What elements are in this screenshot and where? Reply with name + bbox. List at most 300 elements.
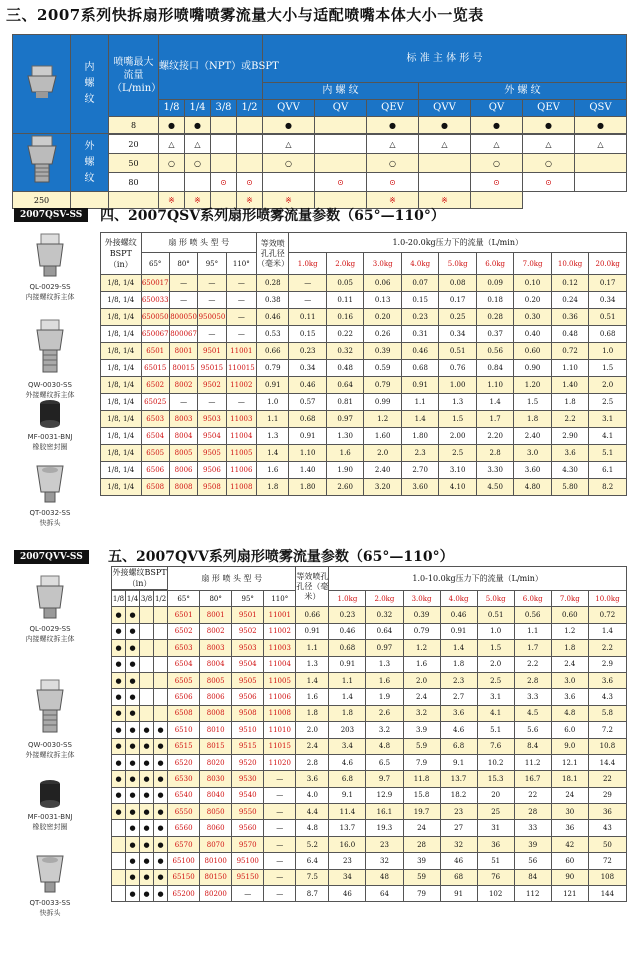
bspt-cell: ● <box>154 804 168 820</box>
inner-nozzle-img <box>13 35 71 134</box>
flow-cell: 1.40 <box>289 462 326 479</box>
model-cell: 11015 <box>264 738 296 754</box>
flow-cell: 1.3 <box>366 656 403 672</box>
bspt-cell: ● <box>140 853 154 869</box>
orifice-cell: 1.1 <box>257 411 289 428</box>
model-cell: 65150 <box>168 869 200 885</box>
flow-cell: 29 <box>588 787 626 803</box>
pressure-header: 10.0kg <box>551 253 588 275</box>
model-cell: 9502 <box>198 377 226 394</box>
model-cell: 95150 <box>232 869 264 885</box>
nozzle-part-icon <box>8 852 92 896</box>
flow-cell: 36 <box>477 836 514 852</box>
bspt-cell <box>154 623 168 639</box>
flow-cell: 4.30 <box>551 462 588 479</box>
flow-cell: 0.36 <box>551 309 588 326</box>
flow-cell: 0.08 <box>439 275 476 292</box>
flow-cell: 0.97 <box>366 640 403 656</box>
flow-cell: 0.20 <box>514 292 551 309</box>
product-desc: 快拆头 <box>39 909 61 917</box>
flow-cell: 3.6 <box>551 445 588 462</box>
model-cell: 80150 <box>200 869 232 885</box>
model-cell: 80200 <box>200 886 232 902</box>
orifice-cell: 0.66 <box>257 343 289 360</box>
outer-thread-header: 外 螺 纹 <box>419 83 627 100</box>
orifice-cell: 0.53 <box>257 326 289 343</box>
symbol-cell <box>471 192 523 209</box>
symbol-cell: ⊙ <box>367 173 419 192</box>
flow-cell: 1.8 <box>514 411 551 428</box>
model-cell: 8005 <box>169 445 197 462</box>
flow-cell: 7.9 <box>403 754 440 770</box>
symbol-cell: △ <box>185 135 211 154</box>
product-item <box>8 398 92 452</box>
nozzle-part-icon <box>8 462 92 506</box>
flow-cell: 108 <box>588 869 626 885</box>
flow-cell: 102 <box>477 886 514 902</box>
orifice-cell: 1.1 <box>296 640 329 656</box>
flow-cell: 90 <box>551 869 588 885</box>
model-cell: 65015 <box>141 360 169 377</box>
flow-cell: 3.1 <box>477 689 514 705</box>
bspt-cell: ● <box>112 722 126 738</box>
orifice-cell: 0.91 <box>296 623 329 639</box>
orifice-cell: 8.7 <box>296 886 329 902</box>
flow-cell: 0.76 <box>439 360 476 377</box>
model-cell: — <box>198 292 226 309</box>
body-type-cell: QEV <box>367 100 419 117</box>
orifice-cell: 1.8 <box>296 705 329 721</box>
model-cell: — <box>226 309 256 326</box>
flow-cell: 1.1 <box>514 623 551 639</box>
flow-cell: 5.80 <box>551 479 588 496</box>
model-cell: 11005 <box>226 445 256 462</box>
model-cell: 8008 <box>200 705 232 721</box>
model-cell: 8002 <box>169 377 197 394</box>
section3-title: 三、2007系列快拆扇形喷嘴喷雾流量大小与适配喷嘴本体大小一览表 <box>6 6 484 24</box>
bspt-cell: ● <box>112 607 126 623</box>
flow-cell: 0.79 <box>364 377 401 394</box>
flow-cell: 0.37 <box>476 326 513 343</box>
bspt-cell: ● <box>154 754 168 770</box>
bspt-cell: ● <box>126 738 140 754</box>
flow-cell: 64 <box>366 886 403 902</box>
product-code: QL-0029-SS <box>29 625 71 633</box>
flow-cell: 3.6 <box>551 689 588 705</box>
bspt-cell: ● <box>140 738 154 754</box>
flow-cell: 5.9 <box>403 738 440 754</box>
product-code: MF-0031-BNJ <box>27 433 73 441</box>
symbol-cell: △ <box>419 135 471 154</box>
flow-cell: 1.0 <box>589 343 627 360</box>
pressure-header: 20.0kg <box>589 253 627 275</box>
flow-cell: 0.05 <box>326 275 363 292</box>
product-desc: 外接螺纹拆主体 <box>25 751 75 759</box>
bspt-cell: ● <box>126 771 140 787</box>
product-code: QT-0032-SS <box>29 509 71 517</box>
flow-cell: 3.60 <box>401 479 438 496</box>
model-cell: 8020 <box>200 754 232 770</box>
flow-cell: 0.81 <box>326 394 363 411</box>
flow-cell: 59 <box>403 869 440 885</box>
model-cell: 11004 <box>264 656 296 672</box>
model-cell: 9503 <box>232 640 264 656</box>
flow-cell: 1.3 <box>439 394 476 411</box>
flow-cell: 0.48 <box>326 360 363 377</box>
bspt-cell: ● <box>140 820 154 836</box>
bspt-cell: ● <box>154 722 168 738</box>
symbol-cell <box>185 173 211 192</box>
flow-cell: 46 <box>440 853 477 869</box>
size-header: 1/2 <box>154 591 168 607</box>
flow-cell: 4.1 <box>477 705 514 721</box>
product-code: QW-0030-SS <box>28 741 72 749</box>
model-cell: 8010 <box>200 722 232 738</box>
symbol-cell: ⊙ <box>315 173 367 192</box>
flow-cell: 11.4 <box>329 804 366 820</box>
flow-cell: 0.24 <box>551 292 588 309</box>
bspt-cell: ● <box>126 672 140 688</box>
product-item <box>8 318 92 400</box>
symbol-cell: ※ <box>419 192 471 209</box>
flow-cell: 1.80 <box>289 479 326 496</box>
flow-cell: 11.8 <box>403 771 440 787</box>
bspt-cell <box>112 853 126 869</box>
flow-cell: 4.5 <box>514 705 551 721</box>
model-cell: 11004 <box>226 428 256 445</box>
symbol-cell: ○ <box>471 154 523 173</box>
flow-cell: 0.10 <box>514 275 551 292</box>
max-flow-cell: 8 <box>109 117 159 134</box>
flow-cell: 0.34 <box>289 360 326 377</box>
symbol-cell: ● <box>523 117 575 134</box>
symbol-cell: ● <box>263 117 315 134</box>
orifice-cell: 0.66 <box>296 607 329 623</box>
flow-cell: 1.10 <box>476 377 513 394</box>
flow-cell: 1.1 <box>329 672 366 688</box>
nozzle-part-icon <box>8 318 92 378</box>
symbol-cell: ● <box>419 117 471 134</box>
product-item <box>8 574 92 644</box>
thread-header: 螺纹接口（NPT）或BSPT <box>159 35 263 100</box>
model-cell: 65100 <box>168 853 200 869</box>
symbol-cell: ● <box>367 117 419 134</box>
flow-cell: 0.20 <box>364 309 401 326</box>
flow-cell: 0.91 <box>289 428 326 445</box>
model-cell: 11001 <box>226 343 256 360</box>
flow-cell: 7.2 <box>588 722 626 738</box>
product-desc: 内接螺纹拆主体 <box>25 635 75 643</box>
bspt-cell: ● <box>126 656 140 672</box>
flow-cell: 1.5 <box>477 640 514 656</box>
flow-cell: 0.51 <box>589 309 627 326</box>
flow-cell: 1.10 <box>551 360 588 377</box>
flow-cell: 0.25 <box>439 309 476 326</box>
model-cell: — <box>226 292 256 309</box>
bspt-cell <box>154 689 168 705</box>
section5-title: 五、2007QVV系列扇形喷雾流量参数（65°—110°） <box>108 549 454 565</box>
max-flow-cell: 250 <box>13 192 71 209</box>
flow-cell: — <box>289 292 326 309</box>
symbol-cell <box>575 154 627 173</box>
symbol-cell <box>237 135 263 154</box>
bspt-cell: ● <box>112 672 126 688</box>
flow-cell: 0.46 <box>440 607 477 623</box>
model-cell: 9505 <box>198 445 226 462</box>
flow-cell: 9.1 <box>440 754 477 770</box>
flow-cell: 5.1 <box>589 445 627 462</box>
model-cell: 8003 <box>200 640 232 656</box>
symbol-cell: △ <box>471 135 523 154</box>
flow-cell: 2.0 <box>364 445 401 462</box>
flow-cell: 32 <box>366 853 403 869</box>
nozzle-part-icon <box>8 398 92 430</box>
product-item <box>8 778 92 832</box>
flow-cell: 2.3 <box>440 672 477 688</box>
body-type-cell: QV <box>471 100 523 117</box>
bspt-cell <box>140 656 154 672</box>
size-header: 3/8 <box>140 591 154 607</box>
product-desc: 橡胶密封圈 <box>32 823 68 831</box>
model-cell: 8006 <box>169 462 197 479</box>
flow-cell: 51 <box>477 853 514 869</box>
nozzle-part-icon <box>8 778 92 810</box>
flow-cell: 0.56 <box>514 607 551 623</box>
orifice-cell: 1.6 <box>296 689 329 705</box>
flow-cell: 1.5 <box>514 394 551 411</box>
flow-cell: 3.6 <box>588 672 626 688</box>
flow-cell: 0.18 <box>476 292 513 309</box>
model-cell: 950050 <box>198 309 226 326</box>
model-cell: 8002 <box>200 623 232 639</box>
model-cell: 650067 <box>141 326 169 343</box>
table-row <box>112 689 627 705</box>
bspt-cell: ● <box>126 640 140 656</box>
flow-cell: 0.39 <box>403 607 440 623</box>
flow-cell: 0.32 <box>366 607 403 623</box>
flow-cell: 0.23 <box>401 309 438 326</box>
flow-cell: 121 <box>551 886 588 902</box>
flow-cell: 39 <box>403 853 440 869</box>
model-cell: 800050 <box>169 309 197 326</box>
nozzle-part-icon <box>8 678 92 738</box>
symbol-cell: ※ <box>185 192 211 209</box>
model-cell: 6508 <box>168 705 200 721</box>
model-cell: 11010 <box>264 722 296 738</box>
table-row <box>112 672 627 688</box>
body-type-cell: QVV <box>419 100 471 117</box>
model-cell: 9504 <box>232 656 264 672</box>
bspt-cell: ● <box>112 623 126 639</box>
model-cell: 110015 <box>226 360 256 377</box>
flow-cell: 3.4 <box>329 738 366 754</box>
flow-cell: 24 <box>403 820 440 836</box>
bspt-cell: 1/8, 1/4 <box>101 394 142 411</box>
flow-cell: 28 <box>403 836 440 852</box>
flow-cell: 1.6 <box>366 672 403 688</box>
qvv-flow-table <box>111 566 627 902</box>
symbol-cell: △ <box>159 135 185 154</box>
model-cell: 11001 <box>264 607 296 623</box>
model-cell: 8015 <box>200 738 232 754</box>
orifice-cell: 1.4 <box>296 672 329 688</box>
model-cell: 8070 <box>200 836 232 852</box>
symbol-cell: △ <box>263 135 315 154</box>
flow-cell: 23 <box>440 804 477 820</box>
flow-cell: 1.6 <box>326 445 363 462</box>
flow-cell: 2.0 <box>477 656 514 672</box>
orifice-cell: 5.2 <box>296 836 329 852</box>
symbol-cell <box>211 135 237 154</box>
table-row <box>101 275 627 292</box>
flow-cell: 36 <box>551 820 588 836</box>
table-row <box>112 820 627 836</box>
flow-cell: 0.68 <box>289 411 326 428</box>
flow-cell: 2.40 <box>514 428 551 445</box>
model-cell: 80015 <box>169 360 197 377</box>
model-cell: 6505 <box>141 445 169 462</box>
qvv-flow-header: 1.0-10.0kg压力下的流量（L/min） <box>329 567 627 591</box>
bspt-cell: ● <box>140 836 154 852</box>
flow-cell: 1.4 <box>588 623 626 639</box>
flow-cell: 0.57 <box>289 394 326 411</box>
flow-cell: 3.6 <box>440 705 477 721</box>
flow-cell: 2.5 <box>439 445 476 462</box>
model-cell: 9504 <box>198 428 226 445</box>
flow-cell: 1.80 <box>401 428 438 445</box>
flow-cell: 3.3 <box>514 689 551 705</box>
orifice-cell: 1.4 <box>257 445 289 462</box>
flow-cell: 1.4 <box>401 411 438 428</box>
flow-cell: 1.9 <box>366 689 403 705</box>
qvv-orifice-header: 等效喷孔孔径（毫米） <box>296 567 329 607</box>
flow-cell: 2.70 <box>401 462 438 479</box>
model-cell: — <box>232 886 264 902</box>
orifice-cell: 2.0 <box>296 722 329 738</box>
orifice-cell: 4.4 <box>296 804 329 820</box>
pressure-header: 5.0kg <box>477 591 514 607</box>
flow-cell: 30 <box>551 804 588 820</box>
flow-cell: 3.0 <box>551 672 588 688</box>
model-cell: 6508 <box>141 479 169 496</box>
outer-nozzle-img <box>13 134 71 192</box>
model-cell: — <box>198 275 226 292</box>
symbol-cell: ※ <box>263 192 315 209</box>
flow-cell: 36 <box>588 804 626 820</box>
qsv-flow-header: 1.0-20.0kg压力下的流量（L/min） <box>289 233 627 253</box>
flow-cell: 1.0 <box>477 623 514 639</box>
section4-title: 四、2007QSV系列扇形喷雾流量参数（65°—110°） <box>100 208 445 224</box>
bspt-cell: 1/8, 1/4 <box>101 428 142 445</box>
bspt-cell: ● <box>126 754 140 770</box>
flow-cell: 0.31 <box>401 326 438 343</box>
model-cell: 9515 <box>232 738 264 754</box>
table-row <box>112 804 627 820</box>
flow-cell: 4.6 <box>440 722 477 738</box>
table-row <box>101 428 627 445</box>
flow-cell: 33 <box>514 820 551 836</box>
flow-cell: 0.46 <box>329 623 366 639</box>
body-type-cell: QV <box>315 100 367 117</box>
flow-cell: 2.3 <box>401 445 438 462</box>
table-row <box>112 869 627 885</box>
bspt-cell: ● <box>154 886 168 902</box>
flow-cell: 0.34 <box>589 292 627 309</box>
flow-cell: 8.4 <box>514 738 551 754</box>
flow-cell: 19.7 <box>403 804 440 820</box>
flow-cell: 18.1 <box>551 771 588 787</box>
model-cell: 6510 <box>168 722 200 738</box>
table-row <box>112 836 627 852</box>
model-cell: — <box>264 869 296 885</box>
model-cell: 11005 <box>264 672 296 688</box>
model-cell: 8008 <box>169 479 197 496</box>
flow-cell: 3.2 <box>366 722 403 738</box>
thread-size-cell: 3/8 <box>211 100 237 117</box>
flow-cell: 2.7 <box>440 689 477 705</box>
flow-cell: 4.8 <box>366 738 403 754</box>
bspt-cell <box>140 689 154 705</box>
flow-cell: 0.23 <box>329 607 366 623</box>
model-cell: 6515 <box>168 738 200 754</box>
table-row <box>101 343 627 360</box>
bspt-cell: ● <box>154 853 168 869</box>
flow-cell: 1.8 <box>329 705 366 721</box>
inner-thread-header: 内 螺 纹 <box>263 83 419 100</box>
symbol-cell: ○ <box>263 154 315 173</box>
bspt-cell <box>140 623 154 639</box>
product-code: MF-0031-BNJ <box>27 813 73 821</box>
thread-size-cell: 1/8 <box>159 100 185 117</box>
model-cell: 11008 <box>264 705 296 721</box>
flow-cell: 2.2 <box>588 640 626 656</box>
flow-cell: 0.46 <box>289 377 326 394</box>
body-header: 标 准 主 体 形 号 <box>263 35 627 83</box>
flow-cell: 1.00 <box>439 377 476 394</box>
model-cell: 9520 <box>232 754 264 770</box>
model-cell: 9501 <box>232 607 264 623</box>
model-cell: 95100 <box>232 853 264 869</box>
flow-cell: 0.97 <box>326 411 363 428</box>
table-row <box>112 853 627 869</box>
bspt-cell: ● <box>112 787 126 803</box>
model-cell: — <box>226 394 256 411</box>
flow-cell: 56 <box>514 853 551 869</box>
symbol-cell <box>419 154 471 173</box>
orifice-cell: 1.3 <box>257 428 289 445</box>
orifice-cell: 0.38 <box>257 292 289 309</box>
qsv-flow-table <box>100 232 627 496</box>
model-cell: 8060 <box>200 820 232 836</box>
flow-cell: 0.64 <box>326 377 363 394</box>
flow-cell: 1.5 <box>589 360 627 377</box>
bspt-cell: 1/8, 1/4 <box>101 309 142 326</box>
flow-cell: 5.1 <box>477 722 514 738</box>
model-cell: 11020 <box>264 754 296 770</box>
bspt-cell <box>140 607 154 623</box>
table-row <box>101 394 627 411</box>
model-cell: 8004 <box>169 428 197 445</box>
model-cell: 800067 <box>169 326 197 343</box>
flow-cell: 1.2 <box>403 640 440 656</box>
flow-cell: 14.4 <box>588 754 626 770</box>
flow-cell: 0.16 <box>326 309 363 326</box>
flow-cell: 0.64 <box>366 623 403 639</box>
product-code: QT-0033-SS <box>29 899 71 907</box>
model-cell: 6503 <box>168 640 200 656</box>
model-cell: 6504 <box>141 428 169 445</box>
flow-cell: 12.9 <box>366 787 403 803</box>
